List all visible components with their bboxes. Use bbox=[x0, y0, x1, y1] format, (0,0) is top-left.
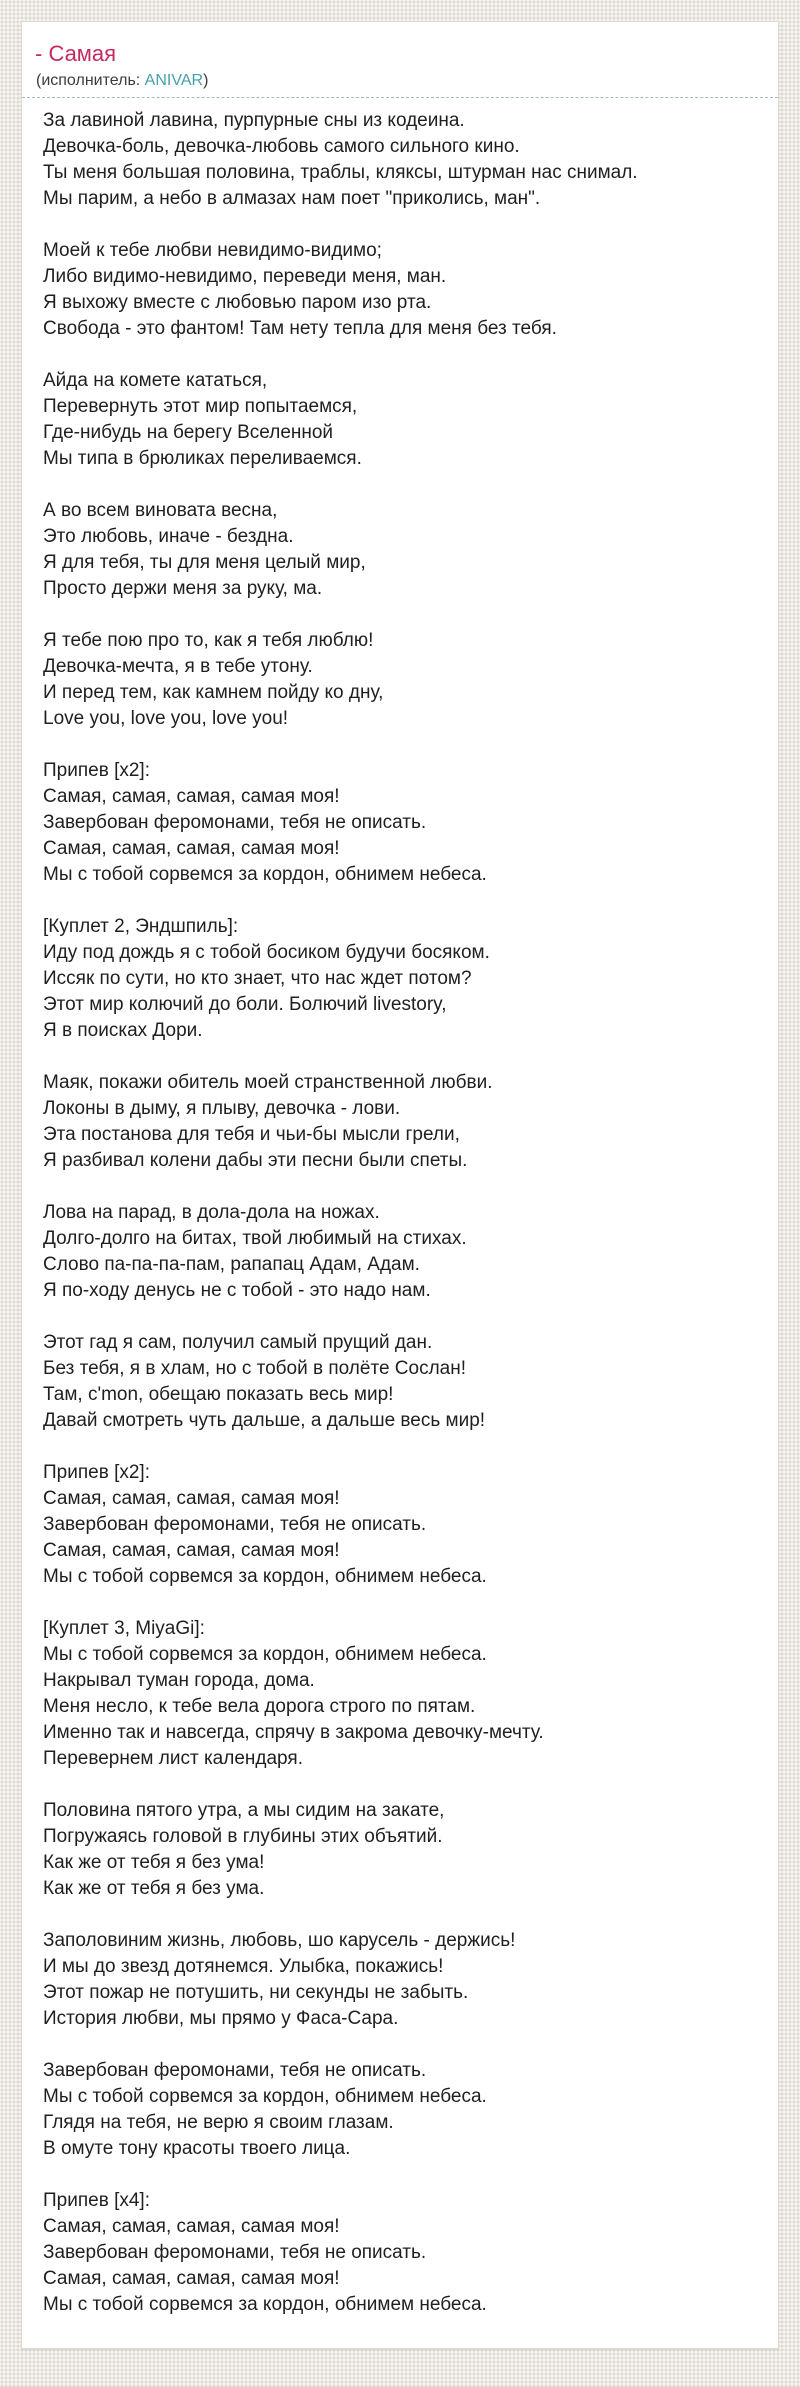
lyrics-line: Именно так и навсегда, спрячу в закрома девочку-мечту. bbox=[43, 1722, 544, 1743]
artist-line bbox=[36, 70, 763, 91]
lyrics-line: Долго-долго на битах, твой любимый на стихах. bbox=[43, 1228, 467, 1249]
stanza bbox=[43, 108, 758, 212]
stanza bbox=[43, 2058, 758, 2162]
lyrics-line: Как же от тебя я без ума. bbox=[43, 1878, 265, 1899]
lyrics-line: Девочка-боль, девочка-любовь самого сильного кино. bbox=[43, 136, 520, 157]
lyrics-line: Ты меня большая половина, траблы, кляксы, штурман нас снимал. bbox=[43, 162, 638, 183]
lyrics-line: Мы с тобой сорвемся за кордон, обнимем небеса. bbox=[43, 2294, 487, 2315]
lyrics-line: Припев [x2]: bbox=[43, 1462, 150, 1483]
lyrics-line: Самая, самая, самая, самая моя! bbox=[43, 786, 340, 807]
lyrics-line: Самая, самая, самая, самая моя! bbox=[43, 1488, 340, 1509]
lyrics-line: Припев [x4]: bbox=[43, 2190, 150, 2211]
lyrics-line: Я в поисках Дори. bbox=[43, 1020, 203, 1041]
lyrics-line: Этот пожар не потушить, ни секунды не забыть. bbox=[43, 1982, 469, 2003]
lyrics-line: Локоны в дыму, я плыву, девочка - лови. bbox=[43, 1098, 401, 1119]
stanza bbox=[43, 1616, 758, 1772]
lyrics-line: И мы до звезд дотянемся. Улыбка, покажись! bbox=[43, 1956, 444, 1977]
stanza bbox=[43, 2188, 758, 2318]
lyrics-line: Иссяк по сути, но кто знает, что нас ждет потом? bbox=[43, 968, 472, 989]
lyrics-line: Девочка-мечта, я в тебе утону. bbox=[43, 656, 313, 677]
lyrics-line: Свобода - это фантом! Там нету тепла для меня без тебя. bbox=[43, 318, 557, 339]
lyrics-line: Мы с тобой сорвемся за кордон, обнимем небеса. bbox=[43, 1566, 487, 1587]
lyrics-line: Накрывал туман города, дома. bbox=[43, 1670, 315, 1691]
lyrics-line: Перевернуть этот мир попытаемся, bbox=[43, 396, 358, 417]
stanza bbox=[43, 1460, 758, 1590]
lyrics-line: Самая, самая, самая, самая моя! bbox=[43, 1540, 340, 1561]
lyrics-line: За лавиной лавина, пурпурные сны из кодеина. bbox=[43, 110, 465, 131]
stanza bbox=[43, 1330, 758, 1434]
lyrics-line: Меня несло, к тебе вела дорога строго по пятам. bbox=[43, 1696, 476, 1717]
stanza bbox=[43, 238, 758, 342]
lyrics-line: [Куплет 2, Эндшпиль]: bbox=[43, 916, 239, 937]
lyrics-line: Этот гад я сам, получил самый прущий дан. bbox=[43, 1332, 433, 1353]
stanza bbox=[43, 914, 758, 1044]
lyrics-line: Я выхожу вместе с любовью паром изо рта. bbox=[43, 292, 432, 313]
lyrics-line: Эта постанова для тебя и чьи-бы мысли грели, bbox=[43, 1124, 460, 1145]
lyrics-line: Этот мир колючий до боли. Болючий livestory, bbox=[43, 994, 447, 1015]
lyrics-line: Давай смотреть чуть дальше, а дальше весь мир! bbox=[43, 1410, 486, 1431]
lyrics-line: Мы типа в брюликах переливаемся. bbox=[43, 448, 362, 469]
stanza bbox=[43, 498, 758, 602]
lyrics-line: Я по-ходу денусь не с тобой - это надо нам. bbox=[43, 1280, 431, 1301]
lyrics-line: Погружаясь головой в глубины этих объятий. bbox=[43, 1826, 443, 1847]
lyrics-line: Моей к тебе любви невидимо-видимо; bbox=[43, 240, 382, 261]
stanza bbox=[43, 1928, 758, 2032]
artist-label: (исполнитель: bbox=[36, 72, 145, 89]
lyrics-line: Припев [x2]: bbox=[43, 760, 150, 781]
stanza bbox=[43, 628, 758, 732]
lyrics-line: И перед тем, как камнем пойду ко дну, bbox=[43, 682, 384, 703]
lyrics-line: Перевернем лист календаря. bbox=[43, 1748, 303, 1769]
lyrics-line: Просто держи меня за руку, ма. bbox=[43, 578, 323, 599]
artist-link[interactable]: ANIVAR bbox=[144, 72, 204, 89]
artist-line-close: ) bbox=[203, 72, 209, 89]
stanza bbox=[43, 1200, 758, 1304]
lyrics-line: Маяк, покажи обитель моей странственной любви. bbox=[43, 1072, 493, 1093]
lyrics-line: Завербован феромонами, тебя не описать. bbox=[43, 2060, 427, 2081]
lyrics-card bbox=[21, 21, 779, 2349]
lyrics-line: Как же от тебя я без ума! bbox=[43, 1852, 265, 1873]
lyrics-line: Лова на парад, в дола-дола на ножах. bbox=[43, 1202, 380, 1223]
lyrics-line: Я для тебя, ты для меня целый мир, bbox=[43, 552, 366, 573]
lyrics-line: Без тебя, я в хлам, но с тобой в полёте Сослан! bbox=[43, 1358, 467, 1379]
lyrics-line: Завербован феромонами, тебя не описать. bbox=[43, 2242, 427, 2263]
lyrics-line: Заполовиним жизнь, любовь, шо карусель - держись! bbox=[43, 1930, 516, 1951]
lyrics-line: Либо видимо-невидимо, переведи меня, ман. bbox=[43, 266, 447, 287]
lyrics-line: В омуте тону красоты твоего лица. bbox=[43, 2138, 351, 2159]
lyrics-line: Мы с тобой сорвемся за кордон, обнимем небеса. bbox=[43, 864, 487, 885]
song-title: - Самая bbox=[35, 41, 117, 66]
lyrics-line: Самая, самая, самая, самая моя! bbox=[43, 2216, 340, 2237]
lyrics-line: Самая, самая, самая, самая моя! bbox=[43, 2268, 340, 2289]
lyrics-line: Там, c'mon, обещаю показать весь мир! bbox=[43, 1384, 394, 1405]
lyrics bbox=[22, 98, 778, 2348]
stanza bbox=[43, 368, 758, 472]
lyrics-line: Я разбивал колени дабы эти песни были спеты. bbox=[43, 1150, 468, 1171]
lyrics-line: Я тебе пою про то, как я тебя люблю! bbox=[43, 630, 374, 651]
lyrics-line: Иду под дождь я с тобой босиком будучи босяком. bbox=[43, 942, 490, 963]
lyrics-line: А во всем виновата весна, bbox=[43, 500, 278, 521]
lyrics-line: Завербован феромонами, тебя не описать. bbox=[43, 1514, 427, 1535]
lyrics-line: [Куплет 3, MiyaGi]: bbox=[43, 1618, 205, 1639]
lyrics-line: Айда на комете кататься, bbox=[43, 370, 268, 391]
lyrics-line: Завербован феромонами, тебя не описать. bbox=[43, 812, 427, 833]
lyrics-line: Мы парим, а небо в алмазах нам поет "приколись, ман". bbox=[43, 188, 541, 209]
lyrics-line: Мы с тобой сорвемся за кордон, обнимем небеса. bbox=[43, 1644, 487, 1665]
stanza bbox=[43, 1070, 758, 1174]
stanza bbox=[43, 758, 758, 888]
lyrics-line: Глядя на тебя, не верю я своим глазам. bbox=[43, 2112, 394, 2133]
lyrics-line: Love you, love you, love you! bbox=[43, 708, 289, 729]
lyrics-line: Это любовь, иначе - бездна. bbox=[43, 526, 294, 547]
lyrics-line: Мы с тобой сорвемся за кордон, обнимем небеса. bbox=[43, 2086, 487, 2107]
lyrics-line: Половина пятого утра, а мы сидим на закате, bbox=[43, 1800, 445, 1821]
lyrics-line: Где-нибудь на берегу Вселенной bbox=[43, 422, 334, 443]
song-header bbox=[22, 22, 778, 98]
lyrics-line: Самая, самая, самая, самая моя! bbox=[43, 838, 340, 859]
stanza bbox=[43, 1798, 758, 1902]
lyrics-line: Слово па-па-па-пам, рапапац Адам, Адам. bbox=[43, 1254, 420, 1275]
lyrics-line: История любви, мы прямо у Фаса-Сара. bbox=[43, 2008, 399, 2029]
